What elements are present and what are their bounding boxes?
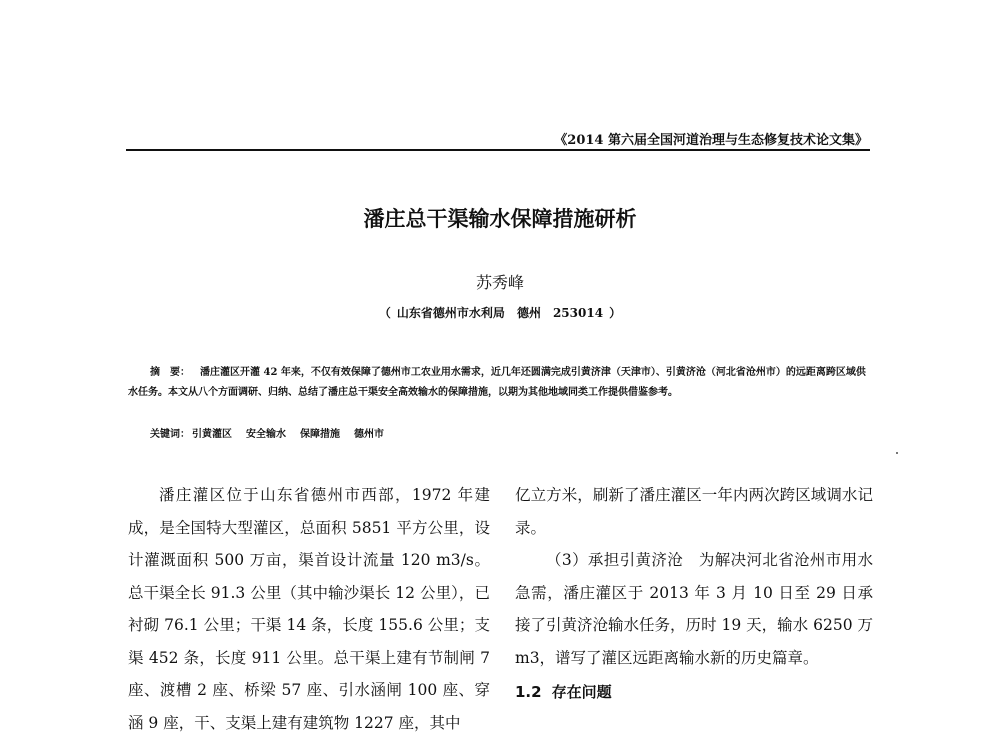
section-number: 1.2	[515, 683, 542, 701]
section-heading	[515, 676, 873, 709]
paper-title: 潘庄总干渠输水保障措施研析	[363, 207, 637, 231]
affiliation-close-paren: ）	[609, 306, 622, 320]
body-paragraph: 潘庄灌区位于山东省德州市西部，1972 年建成，是全国特大型灌区，总面积 5851 平方公里，设计灌溉面积 500 万亩，渠首设计流量 120 m3/s。总干渠全长 91.3 公里（其中输沙渠长 12 公里），已衬砌 76.1 公里；干渠 14 条，长度 155.6 公里；支渠 452 条，长度 911 公里。总干渠上建有节制闸 7 座、渡槽 2 座、桥梁 57 座、引水涵闸 100 座、穿涵 9 座，干、支渠上建有建筑物 1227 座，其中	[128, 486, 490, 732]
left-column	[128, 479, 490, 739]
section-title: 存在问题	[551, 683, 612, 701]
body-paragraph: 亿立方米，刷新了潘庄灌区一年内两次跨区域调水记录。	[515, 486, 873, 537]
abstract-text: 潘庄灌区开灌 42 年来，不仅有效保障了德州市工农业用水需求，近几年还圆满完成引黄济津（天津市）、引黄济沧（河北省沧州市）的远距离跨区域供水任务。本文从八个方面调研、归纳、总结了潘庄总干渠安全高效输水的保障措施，以期为其他地域同类工作提供借鉴参考。	[128, 367, 866, 398]
keyword: 德州市	[354, 429, 384, 440]
keywords-label: 关键词：	[150, 429, 190, 440]
affiliation-open-paren: （	[378, 306, 391, 320]
affiliation-city: 德州	[516, 306, 541, 320]
scan-mark	[896, 452, 898, 454]
journal-header: 《2014 第六届全国河道治理与生态修复技术论文集》	[554, 133, 868, 148]
keyword: 保障措施	[300, 429, 340, 440]
keywords	[150, 425, 398, 440]
body-paragraph: （3）承担引黄济沧 为解决河北省沧州市用水急需，潘庄灌区于 2013 年 3 月 10 日至 29 日承接了引黄济沧输水任务，历时 19 天，输水 6250 万 m3，谱写了灌区远距离输水新的历史篇章。	[515, 551, 873, 667]
keyword: 安全输水	[246, 429, 286, 440]
keyword: 引黄灌区	[192, 429, 232, 440]
affiliation	[0, 304, 1000, 321]
affiliation-postcode: 253014	[552, 306, 604, 320]
affiliation-org: 山东省德州市水利局	[396, 306, 505, 320]
right-column	[515, 479, 873, 709]
author-name: 苏秀峰	[475, 273, 524, 292]
abstract	[128, 363, 870, 403]
header-rule	[126, 149, 870, 151]
abstract-label: 摘 要：	[150, 367, 190, 378]
